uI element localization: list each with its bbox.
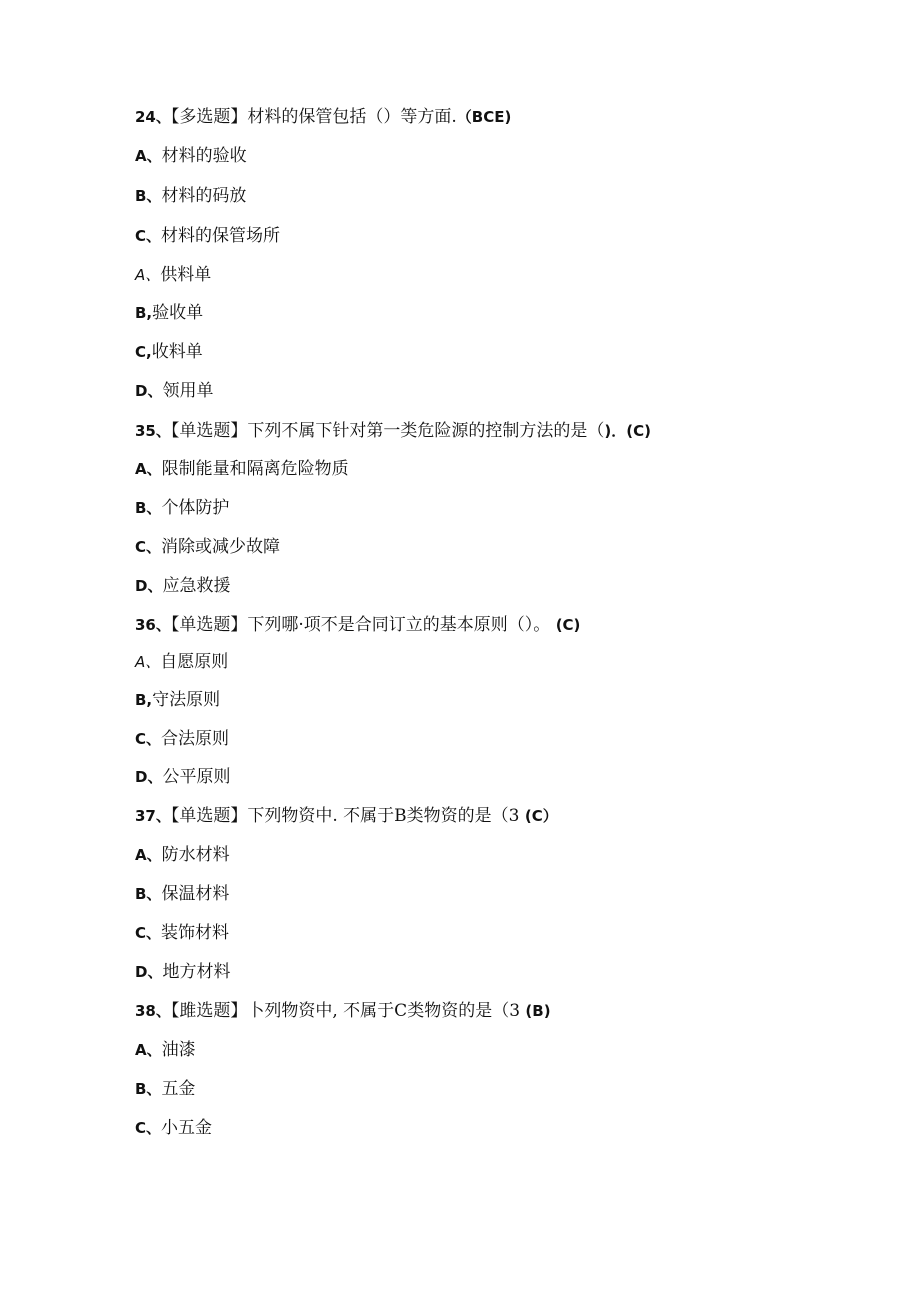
option-marker: C, — [135, 343, 152, 361]
option-text: 限制能量和隔离危险物质 — [161, 459, 349, 479]
option-marker: A、 — [135, 1041, 162, 1059]
option-b — [135, 689, 220, 711]
question-38 — [135, 1000, 551, 1022]
option-c — [135, 728, 229, 750]
option-text: 装饰材料 — [161, 923, 230, 943]
option-marker: D、 — [135, 577, 163, 595]
option-d — [135, 380, 213, 402]
option-marker: D、 — [135, 382, 163, 400]
option-text: 材料的验收 — [161, 146, 247, 166]
option-a — [135, 458, 349, 480]
option-text: 公平原则 — [162, 767, 231, 787]
option-b — [135, 497, 229, 519]
option-text: 消除或减少故障 — [161, 537, 281, 557]
option-c — [135, 225, 280, 247]
option-marker: A、 — [135, 460, 162, 478]
option-text: 地方材料 — [162, 962, 231, 982]
answer-key: (C) — [555, 616, 581, 634]
option-d — [135, 575, 230, 597]
option-b — [135, 185, 246, 207]
answer-key: )．(C) — [604, 422, 651, 440]
option-marker: B, — [135, 304, 153, 322]
option-b — [135, 883, 229, 905]
question-text: 【多选题】材料的保管包括（）等方面. — [170, 107, 457, 127]
option-b — [135, 1078, 195, 1100]
option-marker: B、 — [135, 885, 162, 903]
option-text: 合法原则 — [161, 729, 230, 749]
question-number: 35、 — [135, 422, 171, 440]
option-marker: A、 — [135, 147, 162, 165]
option-marker: D、 — [135, 768, 163, 786]
option-marker: B、 — [135, 499, 162, 517]
question-text: 【单选题】下列不属下针对第一类危险源的控制方法的是（ — [170, 421, 605, 441]
option-text: 自愿原则 — [160, 652, 229, 672]
option-a — [135, 264, 211, 286]
option-text: 防水材料 — [161, 845, 230, 865]
option-marker: A、 — [135, 653, 161, 671]
option-b — [135, 302, 203, 324]
option-marker: D、 — [135, 963, 163, 981]
option-marker: C、 — [135, 538, 162, 556]
question-text: 【单选题】下列物资中. 不属于B类物资的是（3 — [170, 806, 520, 826]
option-text: 守法原则 — [152, 690, 221, 710]
option-text: 五金 — [161, 1079, 196, 1099]
question-text: 【雎选题】卜列物资中, 不属于C类物资的是（3 — [170, 1001, 521, 1021]
option-marker: B, — [135, 691, 153, 709]
option-marker: C、 — [135, 227, 162, 245]
option-text: 材料的码放 — [161, 186, 247, 206]
option-d — [135, 961, 230, 983]
question-36 — [135, 614, 580, 636]
option-marker: B、 — [135, 187, 162, 205]
option-c — [135, 922, 229, 944]
question-37 — [135, 805, 558, 827]
option-c — [135, 536, 280, 558]
option-text: 收料单 — [151, 342, 203, 362]
question-35 — [135, 420, 651, 442]
option-marker: C、 — [135, 730, 162, 748]
option-marker: A、 — [135, 846, 162, 864]
option-text: 个体防护 — [161, 498, 230, 518]
question-text: 【单选题】下列哪·项不是合同订立的基本原则（）。 — [170, 615, 551, 635]
option-text: 供料单 — [160, 265, 212, 285]
option-c — [135, 341, 203, 363]
question-number: 38、 — [135, 1002, 171, 1020]
option-a — [135, 651, 228, 673]
option-text: 材料的保管场所 — [161, 226, 281, 246]
option-a — [135, 145, 247, 167]
option-a — [135, 1039, 196, 1061]
option-marker: A、 — [135, 266, 161, 284]
option-marker: B、 — [135, 1080, 162, 1098]
option-marker: C、 — [135, 1119, 162, 1137]
option-text: 验收单 — [152, 303, 204, 323]
option-text: 领用单 — [162, 381, 214, 401]
answer-key: (B) — [525, 1002, 551, 1020]
option-text: 保温材料 — [161, 884, 230, 904]
question-number: 37、 — [135, 807, 171, 825]
option-d — [135, 766, 230, 788]
question-number: 36、 — [135, 616, 171, 634]
option-text: 油漆 — [161, 1040, 196, 1060]
option-c — [135, 1117, 212, 1139]
question-number: 24、 — [135, 108, 171, 126]
option-text: 应急救援 — [162, 576, 231, 596]
answer-key: (C） — [524, 807, 558, 825]
question-24 — [135, 106, 511, 128]
option-a — [135, 844, 230, 866]
option-marker: C、 — [135, 924, 162, 942]
answer-key: （BCE) — [456, 108, 512, 126]
option-text: 小五金 — [161, 1118, 213, 1138]
